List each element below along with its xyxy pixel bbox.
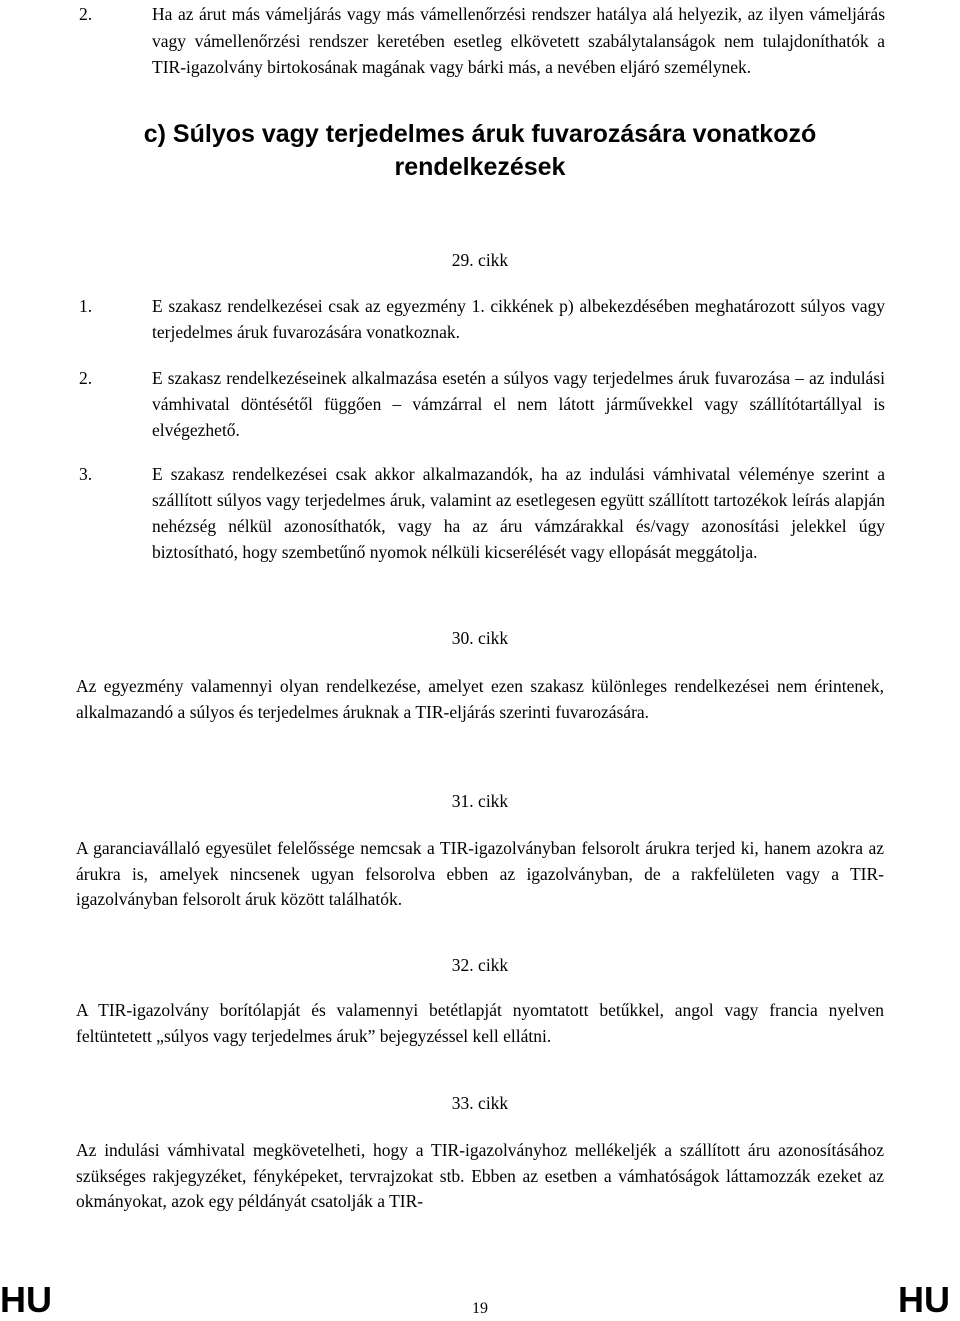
article-paragraph: Az egyezmény valamennyi olyan rendelkezése, amelyet ezen szakasz különleges rendelkezései nem érintenek, alkalmazandó a súlyos és terjedelmes áruknak a TIR-eljárás szerinti fuvarozására. [76,676,884,722]
list-item [79,365,885,443]
list-item-number: 3. [79,464,93,484]
list-item-text: E szakasz rendelkezéseinek alkalmazása esetén a súlyos vagy terjedelmes áruk fuvarozása – az indulási vámhivatal döntésétől függően – vámzárral el nem látott járművekkel vagy szállítótartállyal is elvégezhető. [152,368,885,440]
list-item-number: 2. [79,368,93,388]
list-item-number: 1. [79,296,93,316]
footer-language-mark-left: HU [0,1279,52,1320]
list-item-number: 2. [79,4,93,24]
footer-language-mark-right: HU [898,1279,950,1320]
article-paragraph: A TIR-igazolvány borítólapját és valamennyi betétlapját nyomtatott betűkkel, angol vagy francia nyelven feltüntetett „súlyos vagy terjedelmes áruk” bejegyzéssel kell ellátni. [76,1000,884,1046]
list-item-text: E szakasz rendelkezései csak az egyezmény 1. cikkének p) albekezdésében meghatározott súlyos vagy terjedelmes áruk fuvarozására vonatkoznak. [152,296,885,342]
article-heading: 30. cikk [451,628,509,648]
article-heading: 31. cikk [451,791,509,811]
article-paragraph: A garanciavállaló egyesület felelőssége nemcsak a TIR-igazolványban felsorolt árukra terjed ki, hanem azokra az árukra is, amelyek nincsenek ugyan felsorolva ebben az igazolványban, de a rakfelületen vagy a TIR-igazolványban felsorolt áruk között találhatók. [76,838,884,909]
article-heading: 33. cikk [451,1093,509,1113]
section-title: c) Súlyos vagy terjedelmes áruk fuvarozására vonatkozó rendelkezések [143,120,817,181]
list-item [79,1,885,81]
list-item [79,293,885,345]
list-item-text: Ha az árut más vámeljárás vagy más vámellenőrzési rendszer hatálya alá helyezik, az ilyen vámeljárás vagy vámellenőrzési rendszer keretében esetleg elkövetett szabálytalanságok nem tulajdoníthatók a TIR-igazolvány birtokosának magának vagy bárki más, a nevében eljáró személynek. [152,4,885,77]
article-heading: 32. cikk [451,955,509,975]
article-paragraph: Az indulási vámhivatal megkövetelheti, hogy a TIR-igazolványhoz mellékeljék a szállított áru azonosításához szükséges rakjegyzéket, fényképeket, tervrajzokat stb. Ebben az esetben a vámhatóságok láttamozzák ezeket az okmányokat, azok egy példányát csatolják a TIR- [76,1140,884,1211]
page-number: 19 [472,1300,488,1317]
article-heading: 29. cikk [451,250,509,270]
list-item-text: E szakasz rendelkezései csak akkor alkalmazandók, ha az indulási vámhivatal véleménye szerint a szállított súlyos vagy terjedelmes áruk, valamint az esetlegesen együtt szállított tartozékok leírás alapján nehézség nélkül azonosíthatók, vagy ha az áru vámzárakkal és/vagy azonosítási jelekkel úgy biztosítható, hogy szembetűnő nyomok nélküli kicserélését vagy ellopását meggátolja. [152,464,885,562]
list-item [79,461,885,565]
